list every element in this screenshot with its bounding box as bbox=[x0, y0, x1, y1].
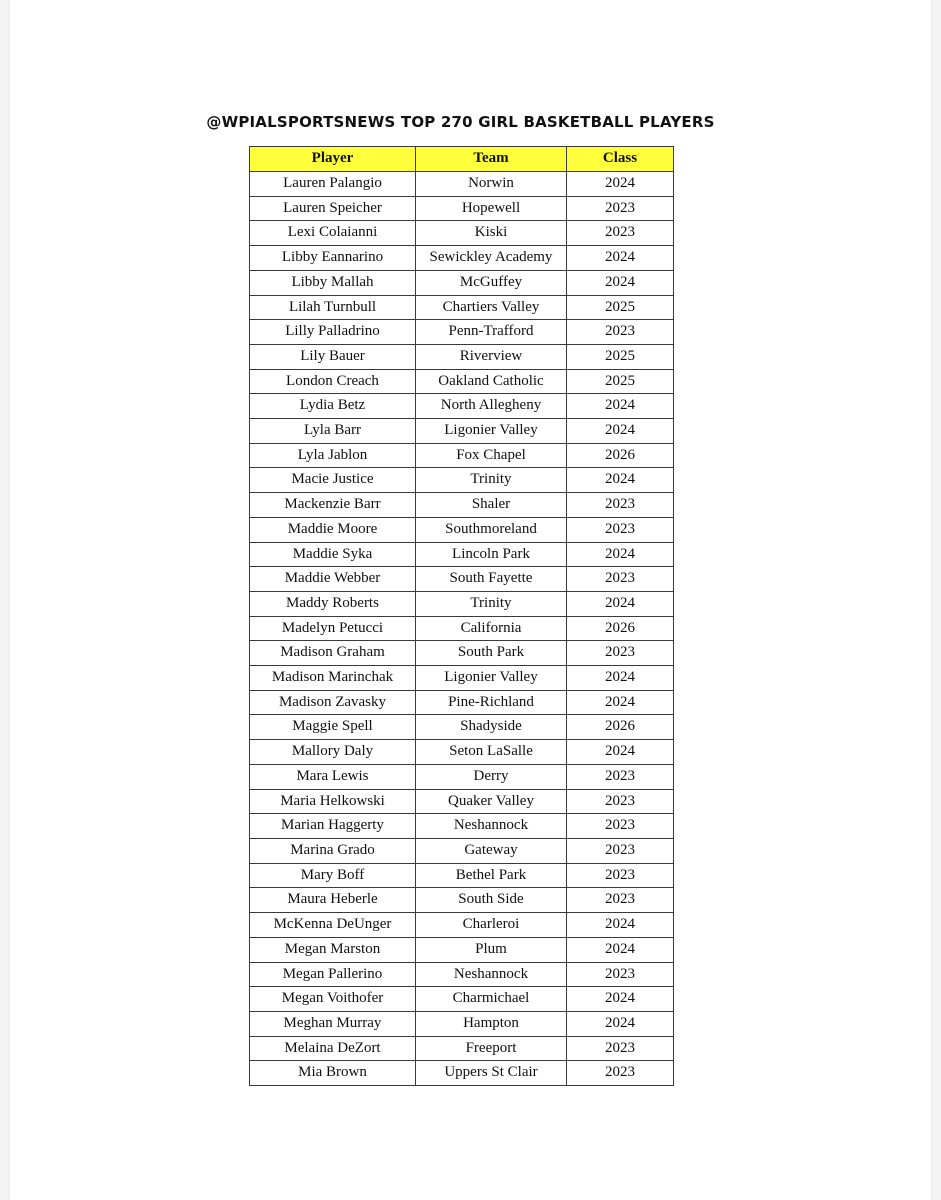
cell-team: Shadyside bbox=[416, 715, 567, 740]
table-row bbox=[250, 394, 674, 419]
table-row bbox=[250, 172, 674, 197]
table-row bbox=[250, 419, 674, 444]
cell-team: Norwin bbox=[416, 172, 567, 197]
cell-team: Southmoreland bbox=[416, 517, 567, 542]
table-header-row bbox=[250, 147, 674, 172]
cell-class: 2026 bbox=[567, 715, 674, 740]
cell-class: 2023 bbox=[567, 1036, 674, 1061]
cell-player: Mara Lewis bbox=[250, 764, 416, 789]
cell-class: 2024 bbox=[567, 666, 674, 691]
header-class: Class bbox=[567, 147, 674, 172]
cell-player: Maria Helkowski bbox=[250, 789, 416, 814]
cell-class: 2024 bbox=[567, 1011, 674, 1036]
players-table bbox=[249, 146, 674, 1086]
table-row bbox=[250, 468, 674, 493]
cell-player: Megan Marston bbox=[250, 937, 416, 962]
cell-team: Penn-Trafford bbox=[416, 320, 567, 345]
cell-player: Madelyn Petucci bbox=[250, 616, 416, 641]
cell-player: Lyla Jablon bbox=[250, 443, 416, 468]
cell-team: Charleroi bbox=[416, 913, 567, 938]
cell-class: 2023 bbox=[567, 789, 674, 814]
table-row bbox=[250, 517, 674, 542]
table-row bbox=[250, 567, 674, 592]
cell-team: McGuffey bbox=[416, 270, 567, 295]
cell-player: London Creach bbox=[250, 369, 416, 394]
table-row bbox=[250, 838, 674, 863]
cell-team: Chartiers Valley bbox=[416, 295, 567, 320]
cell-player: Marina Grado bbox=[250, 838, 416, 863]
table-row bbox=[250, 221, 674, 246]
table-row bbox=[250, 591, 674, 616]
document-title: @WPIALSPORTSNEWS TOP 270 GIRL BASKETBALL PLAYERS bbox=[206, 113, 715, 131]
cell-class: 2023 bbox=[567, 517, 674, 542]
cell-team: Ligonier Valley bbox=[416, 666, 567, 691]
cell-player: Libby Mallah bbox=[250, 270, 416, 295]
cell-team: Gateway bbox=[416, 838, 567, 863]
table-row bbox=[250, 937, 674, 962]
table-row bbox=[250, 1036, 674, 1061]
cell-team: South Side bbox=[416, 888, 567, 913]
cell-class: 2024 bbox=[567, 740, 674, 765]
cell-class: 2023 bbox=[567, 1061, 674, 1086]
cell-class: 2025 bbox=[567, 344, 674, 369]
table-row bbox=[250, 814, 674, 839]
cell-player: Maggie Spell bbox=[250, 715, 416, 740]
cell-team: Hampton bbox=[416, 1011, 567, 1036]
cell-team: Shaler bbox=[416, 493, 567, 518]
cell-player: Mallory Daly bbox=[250, 740, 416, 765]
cell-class: 2023 bbox=[567, 567, 674, 592]
cell-player: Maddie Moore bbox=[250, 517, 416, 542]
cell-class: 2023 bbox=[567, 888, 674, 913]
table-row bbox=[250, 344, 674, 369]
cell-player: Melaina DeZort bbox=[250, 1036, 416, 1061]
cell-player: Macie Justice bbox=[250, 468, 416, 493]
cell-team: Pine-Richland bbox=[416, 690, 567, 715]
cell-team: Riverview bbox=[416, 344, 567, 369]
table-row bbox=[250, 987, 674, 1012]
cell-player: Mary Boff bbox=[250, 863, 416, 888]
table-row bbox=[250, 690, 674, 715]
cell-team: Trinity bbox=[416, 468, 567, 493]
cell-team: Charmichael bbox=[416, 987, 567, 1012]
cell-class: 2024 bbox=[567, 591, 674, 616]
cell-player: McKenna DeUnger bbox=[250, 913, 416, 938]
cell-team: Fox Chapel bbox=[416, 443, 567, 468]
cell-class: 2024 bbox=[567, 172, 674, 197]
cell-player: Madison Marinchak bbox=[250, 666, 416, 691]
cell-class: 2023 bbox=[567, 814, 674, 839]
cell-team: Trinity bbox=[416, 591, 567, 616]
cell-player: Megan Voithofer bbox=[250, 987, 416, 1012]
cell-team: Freeport bbox=[416, 1036, 567, 1061]
cell-class: 2023 bbox=[567, 962, 674, 987]
cell-team: Oakland Catholic bbox=[416, 369, 567, 394]
cell-player: Lilah Turnbull bbox=[250, 295, 416, 320]
table-row bbox=[250, 913, 674, 938]
table-row bbox=[250, 320, 674, 345]
table-row bbox=[250, 764, 674, 789]
cell-player: Lilly Palladrino bbox=[250, 320, 416, 345]
cell-player: Lexi Colaianni bbox=[250, 221, 416, 246]
cell-player: Maura Heberle bbox=[250, 888, 416, 913]
cell-class: 2023 bbox=[567, 641, 674, 666]
cell-team: Sewickley Academy bbox=[416, 246, 567, 271]
cell-class: 2024 bbox=[567, 270, 674, 295]
table-row bbox=[250, 246, 674, 271]
cell-team: Neshannock bbox=[416, 814, 567, 839]
table-row bbox=[250, 493, 674, 518]
cell-team: Plum bbox=[416, 937, 567, 962]
cell-class: 2026 bbox=[567, 443, 674, 468]
cell-class: 2023 bbox=[567, 196, 674, 221]
cell-player: Maddy Roberts bbox=[250, 591, 416, 616]
cell-player: Lyla Barr bbox=[250, 419, 416, 444]
table-row bbox=[250, 888, 674, 913]
cell-class: 2024 bbox=[567, 246, 674, 271]
cell-player: Lauren Palangio bbox=[250, 172, 416, 197]
table-row bbox=[250, 1011, 674, 1036]
cell-team: South Park bbox=[416, 641, 567, 666]
table-row bbox=[250, 666, 674, 691]
cell-class: 2023 bbox=[567, 838, 674, 863]
cell-class: 2026 bbox=[567, 616, 674, 641]
cell-team: Neshannock bbox=[416, 962, 567, 987]
cell-player: Lauren Speicher bbox=[250, 196, 416, 221]
cell-team: California bbox=[416, 616, 567, 641]
cell-class: 2024 bbox=[567, 394, 674, 419]
header-player: Player bbox=[250, 147, 416, 172]
cell-team: South Fayette bbox=[416, 567, 567, 592]
cell-player: Mia Brown bbox=[250, 1061, 416, 1086]
table-row bbox=[250, 369, 674, 394]
cell-player: Meghan Murray bbox=[250, 1011, 416, 1036]
header-team: Team bbox=[416, 147, 567, 172]
cell-team: Seton LaSalle bbox=[416, 740, 567, 765]
cell-player: Marian Haggerty bbox=[250, 814, 416, 839]
cell-player: Madison Graham bbox=[250, 641, 416, 666]
table-row bbox=[250, 1061, 674, 1086]
cell-team: Quaker Valley bbox=[416, 789, 567, 814]
table-row bbox=[250, 715, 674, 740]
cell-class: 2023 bbox=[567, 863, 674, 888]
table-row bbox=[250, 295, 674, 320]
table-row bbox=[250, 641, 674, 666]
table-row bbox=[250, 789, 674, 814]
cell-class: 2023 bbox=[567, 764, 674, 789]
cell-player: Libby Eannarino bbox=[250, 246, 416, 271]
table-row bbox=[250, 616, 674, 641]
cell-class: 2024 bbox=[567, 913, 674, 938]
cell-class: 2023 bbox=[567, 320, 674, 345]
table-row bbox=[250, 863, 674, 888]
cell-team: Uppers St Clair bbox=[416, 1061, 567, 1086]
table-row bbox=[250, 740, 674, 765]
cell-team: Hopewell bbox=[416, 196, 567, 221]
cell-player: Madison Zavasky bbox=[250, 690, 416, 715]
cell-player: Lydia Betz bbox=[250, 394, 416, 419]
cell-player: Lily Bauer bbox=[250, 344, 416, 369]
cell-player: Maddie Webber bbox=[250, 567, 416, 592]
table-row bbox=[250, 443, 674, 468]
cell-class: 2024 bbox=[567, 987, 674, 1012]
cell-player: Mackenzie Barr bbox=[250, 493, 416, 518]
cell-team: Bethel Park bbox=[416, 863, 567, 888]
cell-team: Lincoln Park bbox=[416, 542, 567, 567]
cell-team: Ligonier Valley bbox=[416, 419, 567, 444]
cell-team: North Allegheny bbox=[416, 394, 567, 419]
table-row bbox=[250, 542, 674, 567]
table-row bbox=[250, 270, 674, 295]
cell-player: Megan Pallerino bbox=[250, 962, 416, 987]
cell-class: 2023 bbox=[567, 493, 674, 518]
cell-class: 2024 bbox=[567, 690, 674, 715]
table-body bbox=[250, 172, 674, 1086]
cell-player: Maddie Syka bbox=[250, 542, 416, 567]
cell-class: 2024 bbox=[567, 937, 674, 962]
table-row bbox=[250, 962, 674, 987]
cell-class: 2024 bbox=[567, 468, 674, 493]
cell-class: 2025 bbox=[567, 369, 674, 394]
cell-team: Kiski bbox=[416, 221, 567, 246]
table-row bbox=[250, 196, 674, 221]
cell-class: 2024 bbox=[567, 419, 674, 444]
cell-class: 2024 bbox=[567, 542, 674, 567]
cell-class: 2025 bbox=[567, 295, 674, 320]
cell-team: Derry bbox=[416, 764, 567, 789]
cell-class: 2023 bbox=[567, 221, 674, 246]
